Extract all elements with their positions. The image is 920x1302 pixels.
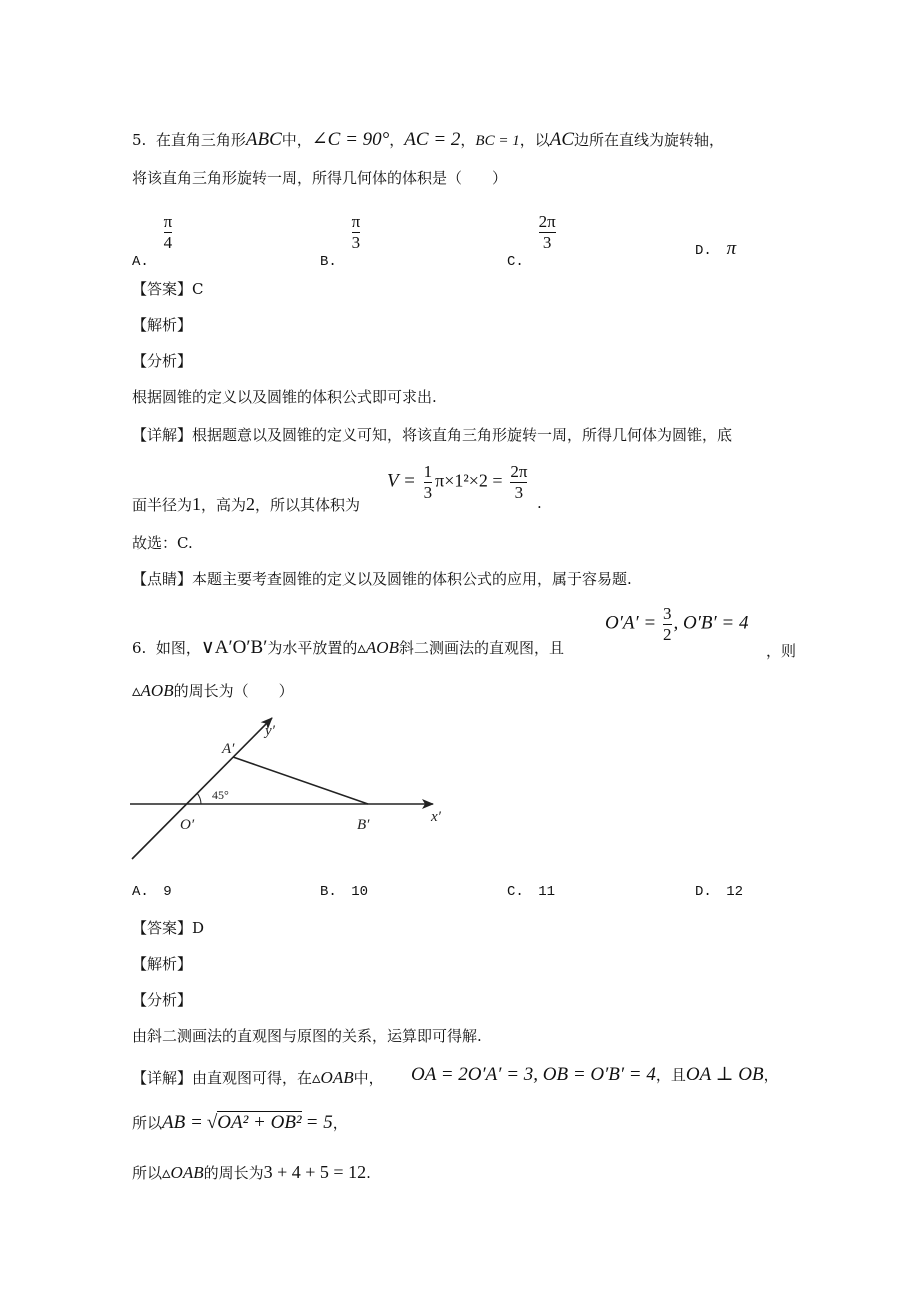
q5-option-fraction — [164, 212, 173, 253]
q5-stem-ac2: AC = 2 — [404, 129, 461, 150]
fraction-num: 2π — [510, 462, 528, 481]
q6-option-value: 10 — [351, 884, 369, 900]
q5-option-label: B. — [320, 253, 337, 270]
q5-detail-line1: 【详解】根据题意以及圆锥的定义可知，将该直角三角形旋转一周，所得几何体为圆锥，底 — [132, 426, 733, 444]
q6-detail-text: 【详解】由直观图可得，在 — [132, 1069, 313, 1087]
q6-condition — [605, 604, 748, 645]
q6-detail-text: 中， — [353, 1069, 384, 1087]
q5-option-d — [695, 238, 736, 260]
fraction-num: 1 — [423, 462, 433, 481]
q5-option-label: C. — [507, 253, 524, 270]
q6-fenxi-text: 由斜二测画法的直观图与原图的关系，运算即可得解. — [132, 1027, 482, 1045]
q5-option-fraction — [352, 212, 361, 253]
q6-option-value: 12 — [726, 884, 744, 900]
q5-stem-text: 中， — [281, 131, 312, 149]
point-b-label: B′ — [357, 817, 370, 833]
q5-stem-line2: 将该直角三角形旋转一周，所得几何体的体积是（ ） — [132, 169, 508, 187]
formula-fraction — [510, 462, 527, 503]
q6-option-b — [320, 884, 368, 900]
y-axis-label: y′ — [265, 723, 275, 739]
formula-v: V = — [387, 470, 416, 492]
q5-detail-text: ，高为 — [201, 496, 247, 514]
q5-analysis-heading: 【解析】 — [132, 316, 193, 334]
q6-stem-line1 — [132, 636, 564, 659]
q6-detail-text: ，且 — [655, 1066, 686, 1084]
q6-so-tri: ▵OAB — [162, 1163, 204, 1182]
q6-detail-tri: ▵OAB — [312, 1068, 354, 1087]
q6-stem-text: 斜二测画法的直观图，且 — [398, 639, 564, 657]
oblique-diagram — [125, 715, 455, 865]
q6-perimeter-eq: 3 + 4 + 5 = 12 — [263, 1162, 367, 1182]
q5-option-label: D. — [695, 243, 712, 259]
q6-stem-text: 6. 如图， — [132, 639, 201, 657]
q6-sqrt-content: OA² + OB² — [217, 1112, 302, 1133]
sqrt-symbol: √ — [206, 1112, 218, 1133]
q6-so-text: 的周长为 — [203, 1164, 264, 1182]
q6-so-text: ， — [332, 1114, 348, 1132]
q5-stem-angle: ∠C = 90° — [311, 129, 390, 150]
q5-option-fraction — [539, 212, 556, 253]
point-a-label: A′ — [222, 741, 235, 757]
q5-option-num: π — [351, 212, 361, 231]
q6-so-text: . — [366, 1164, 371, 1182]
q6-stem-aob: ▵AOB — [132, 681, 174, 700]
q5-radius: 1 — [192, 494, 202, 514]
q6-so-line1 — [132, 1112, 348, 1134]
q5-option-num: π — [163, 212, 173, 231]
q6-eq: OA = 2O′A′ = 3, OB = O′B′ = 4 — [411, 1064, 656, 1085]
q6-analysis-heading: 【解析】 — [132, 955, 193, 973]
q5-formula-end: . — [537, 494, 542, 512]
q5-stem-ac: AC — [549, 129, 575, 150]
q5-detail-line2 — [132, 494, 360, 515]
q6-detail-line1 — [132, 1067, 384, 1088]
q5-option-b — [320, 212, 361, 270]
q6-option-label: B. — [320, 884, 337, 900]
q6-option-label: C. — [507, 884, 524, 900]
q5-stem-text: ， — [460, 131, 476, 149]
q5-option-den: 3 — [542, 233, 552, 252]
q6-stem-line2 — [132, 680, 294, 701]
q6-option-value: 9 — [163, 884, 172, 900]
q5-fenxi-heading: 【分析】 — [132, 352, 193, 370]
q5-stem-text: 5. 在直角三角形 — [132, 131, 246, 149]
q6-option-d — [695, 884, 743, 900]
q5-stem-abc: ABC — [245, 129, 282, 150]
q5-fenxi-text: 根据圆锥的定义以及圆锥的体积公式即可求出. — [132, 388, 437, 406]
q5-comment: 【点睛】本题主要考查圆锥的定义以及圆锥的体积公式的应用，属于容易题. — [132, 570, 632, 588]
y-axis-line — [132, 718, 272, 859]
q5-stem-text: 边所在直线为旋转轴， — [574, 131, 725, 149]
q5-option-num: 2π — [538, 212, 556, 231]
q6-so-line2 — [132, 1162, 371, 1183]
q6-stem-text: 的周长为（ ） — [173, 682, 294, 700]
q5-stem-line1 — [132, 128, 724, 151]
angle-arc — [197, 793, 201, 804]
q6-option-label: D. — [695, 884, 712, 900]
cond-rhs: , O′B′ = 4 — [673, 612, 749, 634]
q6-option-label: A. — [132, 884, 149, 900]
q5-option-value: π — [726, 238, 737, 259]
q6-option-value: 11 — [538, 884, 556, 900]
x-axis-label: x′ — [431, 809, 441, 825]
q6-ab-result: = 5 — [305, 1112, 333, 1133]
fraction-num: 3 — [663, 604, 672, 623]
q5-volume-formula — [387, 462, 527, 503]
q5-stem-text: ， — [389, 131, 405, 149]
q6-ab: AB = — [162, 1112, 203, 1133]
point-o-label: O′ — [180, 817, 195, 833]
q6-stem-aob: ▵AOB — [357, 638, 399, 657]
q6-option-a — [132, 884, 172, 900]
q5-option-a — [132, 212, 173, 270]
angle-label: 45° — [212, 788, 229, 802]
q6-perp: OA ⊥ OB — [685, 1064, 764, 1085]
formula-fraction — [424, 462, 433, 503]
q6-stem-text: 为水平放置的 — [267, 639, 358, 657]
cond-lhs: O′A′ = — [605, 612, 657, 634]
q5-height: 2 — [246, 494, 256, 514]
q5-choose: 故选：C. — [132, 534, 193, 552]
fraction-den: 3 — [423, 483, 433, 502]
formula-mid: π×1²×2 = — [435, 470, 503, 491]
q6-so-text: 所以 — [132, 1164, 163, 1182]
q5-detail-text: 面半径为 — [132, 496, 193, 514]
fraction-den: 2 — [663, 625, 672, 644]
q5-stem-text: ，以 — [519, 131, 550, 149]
q6-detail-text: ， — [763, 1066, 779, 1084]
q5-option-den: 4 — [163, 233, 173, 252]
q6-detail-eq — [411, 1063, 779, 1086]
q6-stem-then: ，则 — [766, 642, 797, 660]
q5-detail-text: ，所以其体积为 — [255, 496, 361, 514]
segment-a-b — [233, 757, 368, 804]
q6-option-c — [507, 884, 555, 900]
cond-fraction — [663, 604, 672, 645]
q5-option-c — [507, 212, 556, 270]
q5-option-den: 3 — [351, 233, 361, 252]
q5-stem-bc1: BC = 1 — [475, 133, 520, 149]
q6-fenxi-heading: 【分析】 — [132, 991, 193, 1009]
fraction-den: 3 — [514, 483, 524, 502]
q5-option-label: A. — [132, 253, 149, 270]
q6-answer: 【答案】D — [132, 919, 205, 937]
q5-answer: 【答案】C — [132, 280, 204, 298]
q6-stem-tri: ∨A′O′B′ — [200, 637, 268, 658]
q6-so-text: 所以 — [132, 1114, 163, 1132]
